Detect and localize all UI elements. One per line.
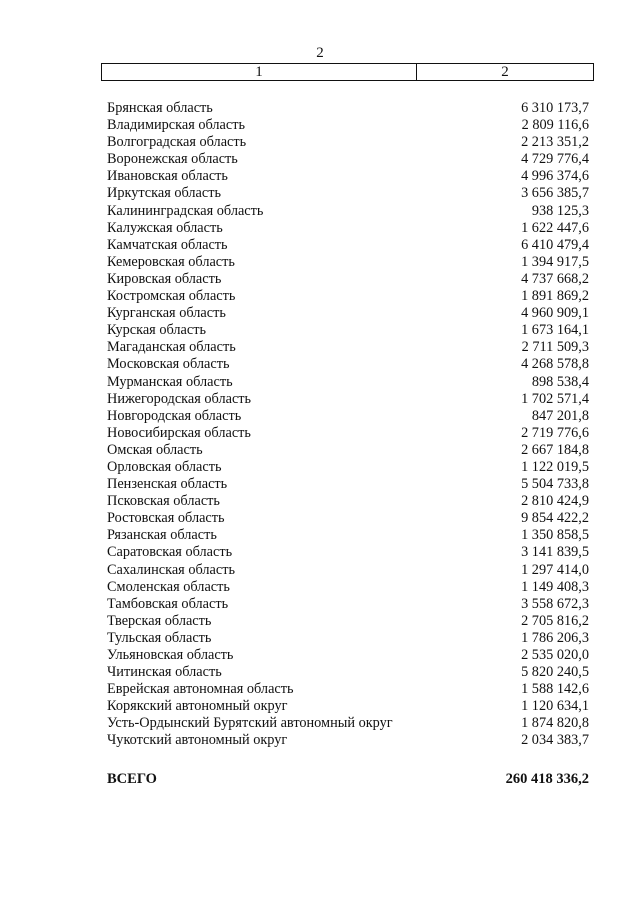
region-value: 5 504 733,8 [521, 476, 589, 493]
region-name: Калужская область [107, 219, 223, 236]
region-value: 2 711 509,3 [521, 339, 589, 356]
region-name: Московская область [107, 356, 230, 373]
region-value: 1 297 414,0 [521, 561, 589, 578]
region-value: 3 558 672,3 [521, 595, 589, 612]
region-name: Магаданская область [107, 339, 236, 356]
region-name: Тульская область [107, 629, 212, 646]
region-name: Ульяновская область [107, 647, 234, 663]
region-name: Чукотский автономный округ [107, 732, 288, 749]
region-value: 1 122 019,5 [521, 458, 589, 475]
region-value: 5 820 240,5 [521, 664, 589, 681]
region-name: Пензенская область [107, 476, 228, 493]
total-value: 260 418 336,2 [505, 771, 589, 787]
region-name: Саратовская область [107, 544, 233, 561]
region-value: 1 874 820,8 [521, 715, 589, 732]
region-name: Курганская область [107, 305, 226, 322]
region-name: Новгородская область [107, 407, 242, 424]
region-value: 1 588 142,6 [521, 681, 589, 698]
region-value: 1 891 869,2 [521, 288, 589, 305]
region-value: 2 034 383,7 [521, 732, 589, 749]
table-row [107, 425, 589, 442]
table-row [107, 254, 589, 271]
total-label: ВСЕГО [107, 771, 157, 787]
region-value: 6 410 479,4 [521, 236, 589, 253]
table-row [107, 442, 589, 459]
region-value: 4 960 909,1 [521, 305, 589, 322]
region-name: Корякский автономный округ [107, 698, 288, 715]
table-row [107, 391, 589, 408]
region-value: 2 810 424,9 [521, 493, 589, 510]
region-name: Смоленская область [107, 578, 230, 595]
table-row [107, 613, 589, 630]
table-row [107, 151, 589, 168]
table-row [107, 220, 589, 237]
region-value: 1 702 571,4 [521, 390, 589, 407]
region-name: Орловская область [107, 458, 222, 475]
region-name: Новосибирская область [107, 424, 251, 441]
region-value: 2 705 816,2 [521, 612, 589, 629]
region-value: 847 201,8 [531, 407, 589, 424]
region-value: 1 622 447,6 [521, 219, 589, 236]
region-name: Владимирская область [107, 117, 246, 134]
table-row [107, 237, 589, 254]
table-row [107, 305, 589, 322]
region-name: Мурманская область [107, 373, 233, 390]
column-header-row [101, 63, 594, 81]
region-name: Калининградская область [107, 202, 264, 219]
region-value: 898 538,4 [531, 373, 589, 390]
table-row [107, 203, 589, 220]
region-name: Ростовская область [107, 510, 225, 527]
region-value: 938 125,3 [531, 202, 589, 219]
region-name: Ивановская область [107, 168, 228, 185]
table-row [107, 100, 589, 117]
region-name: Еврейская автономная область [107, 681, 294, 698]
table-row [107, 459, 589, 476]
region-name: Брянская область [107, 100, 213, 116]
table-row [107, 664, 589, 681]
table-row [107, 271, 589, 288]
region-value: 1 120 634,1 [521, 698, 589, 715]
page-number: 2 [316, 45, 324, 61]
region-value: 2 809 116,6 [521, 117, 589, 134]
region-name: Курская область [107, 322, 206, 339]
region-name: Читинская область [107, 664, 222, 681]
table-row [107, 579, 589, 596]
table-row [107, 630, 589, 647]
region-name: Нижегородская область [107, 390, 252, 407]
region-value: 4 268 578,8 [521, 356, 589, 373]
table-row [107, 715, 589, 732]
table-row [107, 493, 589, 510]
table-row [107, 647, 589, 664]
region-name: Волгоградская область [107, 134, 247, 151]
table-row [107, 510, 589, 527]
region-name: Иркутская область [107, 185, 222, 202]
table-row [107, 681, 589, 698]
region-value: 3 656 385,7 [521, 185, 589, 202]
region-value: 1 673 164,1 [521, 322, 589, 339]
table-row [107, 168, 589, 185]
table-row [107, 185, 589, 202]
region-value: 4 996 374,6 [521, 168, 589, 185]
region-value: 2 667 184,8 [521, 441, 589, 458]
region-name: Тамбовская область [107, 595, 229, 612]
column-header-1: 1 [102, 64, 417, 80]
region-value: 1 394 917,5 [521, 253, 589, 270]
table-row [107, 356, 589, 373]
region-name: Омская область [107, 441, 203, 458]
region-name: Камчатская область [107, 236, 228, 253]
table-row [107, 322, 589, 339]
total-row [107, 771, 589, 788]
region-value: 1 149 408,3 [521, 578, 589, 595]
region-value: 3 141 839,5 [521, 544, 589, 561]
table-row [107, 408, 589, 425]
region-value: 2 213 351,2 [521, 134, 589, 151]
region-value: 2 535 020,0 [521, 647, 589, 663]
table-row [107, 288, 589, 305]
region-name: Воронежская область [107, 151, 238, 168]
region-value: 4 729 776,4 [521, 151, 589, 168]
table-row [107, 476, 589, 493]
region-value: 1 786 206,3 [521, 629, 589, 646]
region-name: Рязанская область [107, 527, 217, 544]
region-name: Сахалинская область [107, 561, 235, 578]
region-value: 2 719 776,6 [521, 424, 589, 441]
table-row [107, 732, 589, 749]
region-name: Тверская область [107, 612, 212, 629]
region-value: 9 854 422,2 [521, 510, 589, 527]
table-row [107, 374, 589, 391]
region-name: Костромская область [107, 288, 236, 305]
table-row [107, 544, 589, 561]
region-name: Псковская область [107, 493, 220, 510]
table-row [107, 596, 589, 613]
table-row [107, 527, 589, 544]
region-name: Усть-Ордынский Бурятский автономный округ [107, 715, 393, 732]
table-row [107, 562, 589, 579]
region-name: Кировская область [107, 270, 222, 287]
region-list [107, 100, 589, 750]
region-value: 4 737 668,2 [521, 270, 589, 287]
table-row [107, 134, 589, 151]
table-row [107, 339, 589, 356]
region-value: 1 350 858,5 [521, 527, 589, 544]
table-row [107, 698, 589, 715]
table-row [107, 117, 589, 134]
region-value: 6 310 173,7 [521, 100, 589, 116]
region-name: Кемеровская область [107, 253, 235, 270]
column-header-2: 2 [501, 64, 509, 80]
